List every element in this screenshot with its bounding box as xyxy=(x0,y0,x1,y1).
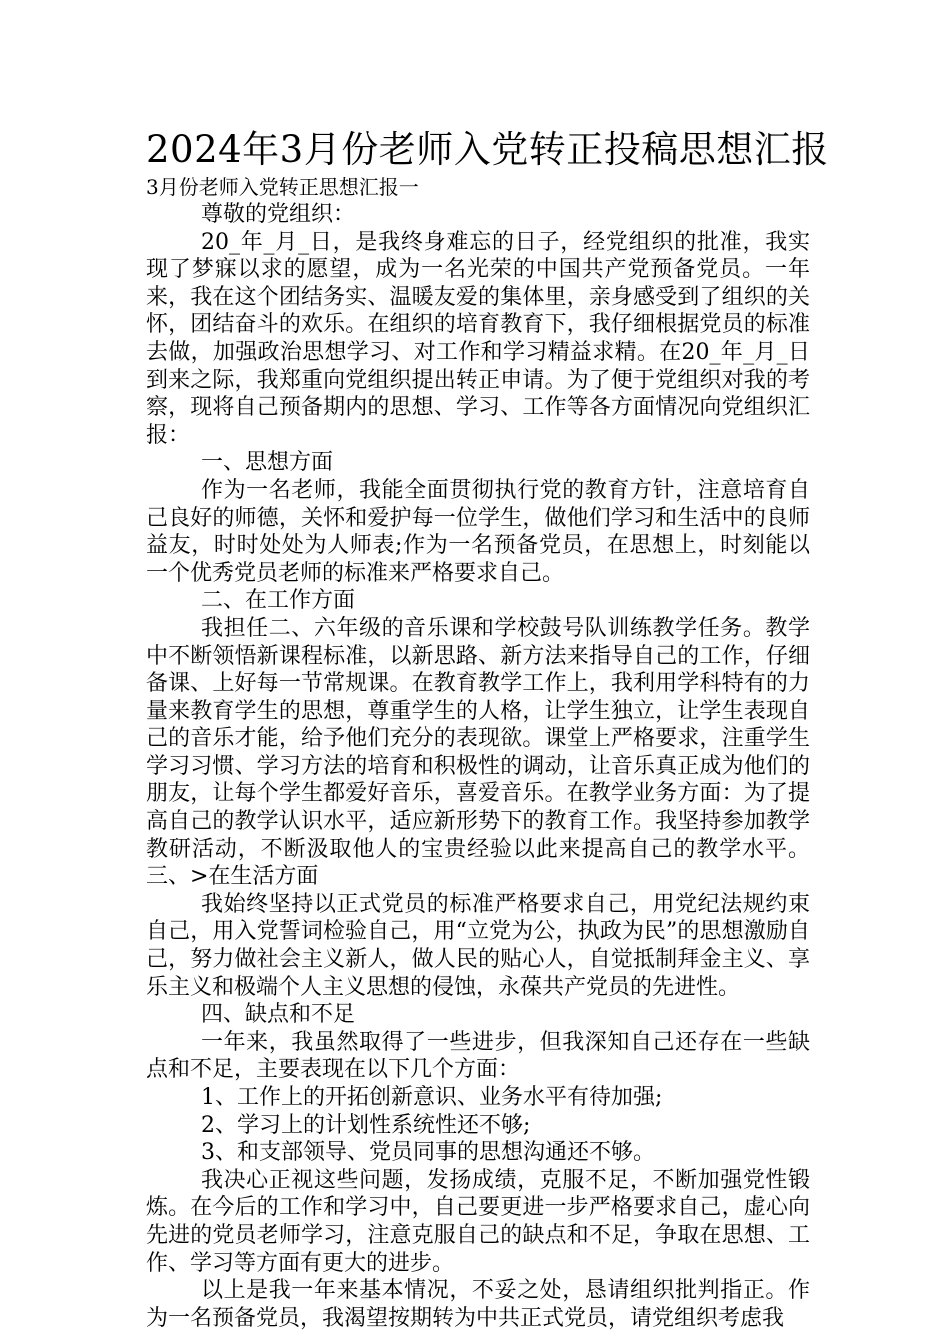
section-heading-thought: 一、思想方面 xyxy=(201,450,334,476)
paragraph-resolution: 我决心正视这些问题，发扬成绩，克服不足，不断加强党性锻炼。在今后的工作和学习中，自己要更进一步严格要求自己，虚心向先进的党员老师学习，注意克服自己的缺点和不足，争取在思想、工作、学习等方面有更大的进步。 xyxy=(146,1167,810,1276)
paragraph-shortcomings: 一年来，我虽然取得了一些进步，但我深知自己还存在一些缺点和不足，主要表现在以下几个方面： xyxy=(146,1029,810,1083)
list-item-2: 2、学习上的计划性系统性还不够; xyxy=(201,1112,531,1138)
list-item-1: 1、工作上的开拓创新意识、业务水平有待加强; xyxy=(201,1085,663,1110)
document-subtitle: 3月份老师入党转正思想汇报一 xyxy=(146,175,419,199)
section-heading-work: 二、在工作方面 xyxy=(201,588,356,614)
document-body xyxy=(146,201,810,1332)
document-title: 2024年3月份老师入党转正投稿思想汇报 xyxy=(146,128,829,171)
list-item-3: 3、和支部领导、党员同事的思想沟通还不够。 xyxy=(201,1140,655,1166)
paragraph-work: 我担任二、六年级的音乐课和学校鼓号队训练教学任务。教学中不断领悟新课程标准，以新思路、新方法来指导自己的工作，仔细备课、上好每一节常规课。在教育教学工作上，我利用学科特有的力量来教育学生的思想，尊重学生的人格，让学生独立，让学生表现自己的音乐才能，给予他们充分的表现欲。课堂上严格要求，注重学生学习习惯、学习方法的培育和积极性的调动，让音乐真正成为他们的朋友，让每个学生都爱好音乐，喜爱音乐。在教学业务方面：为了提高自己的教学认识水平，适应新形势下的教育工作。我坚持参加教学教研活动，不断汲取他人的宝贵经验以此来提高自己的教学水平。三、>在生活方面 xyxy=(146,615,810,890)
paragraph-thought: 作为一名老师，我能全面贯彻执行党的教育方针，注意培育自己良好的师德，关怀和爱护每一位学生，做他们学习和生活中的良师益友，时时处处为人师表;作为一名预备党员，在思想上，时刻能以一个优秀党员老师的标准来严格要求自己。 xyxy=(146,477,810,586)
section-heading-shortcomings: 四、缺点和不足 xyxy=(201,1002,356,1028)
salutation: 尊敬的党组织： xyxy=(201,202,356,227)
paragraph-closing: 以上是我一年来基本情况，不妥之处，恳请组织批判指正。作为一名预备党员，我渴望按期转为中共正式党员，请党组织考虑我 xyxy=(146,1278,810,1331)
paragraph-intro: 20_年_月_日，是我终身难忘的日子，经党组织的批准，我实现了梦寐以求的愿望，成为一名光荣的中国共产党预备党员。一年来，我在这个团结务实、温暖友爱的集体里，亲身感受到了组织的关怀，团结奋斗的欢乐。在组织的培育教育下，我仔细根据党员的标准去做，加强政治思想学习、对工作和学习精益求精。在20_年_月_日到来之际，我郑重向党组织提出转正申请。为了便于党组织对我的考察，现将自己预备期内的思想、学习、工作等各方面情况向党组织汇报： xyxy=(146,229,810,448)
paragraph-life: 我始终坚持以正式党员的标准严格要求自己，用党纪法规约束自己，用入党誓词检验自己，用“立党为公，执政为民”的思想激励自己，努力做社会主义新人，做人民的贴心人，自觉抵制拜金主义、享乐主义和极端个人主义思想的侵蚀，永葆共产党员的先进性。 xyxy=(146,891,810,1000)
